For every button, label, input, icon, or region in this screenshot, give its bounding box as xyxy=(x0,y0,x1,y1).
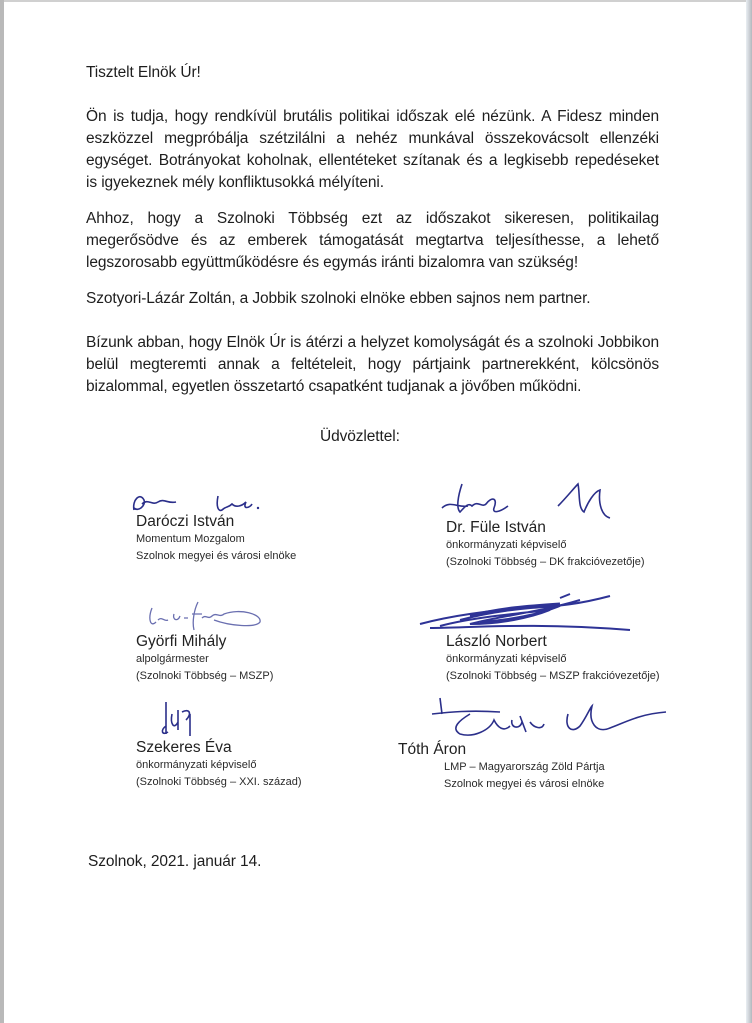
signatory-role: (Szolnoki Többség – XXI. század) xyxy=(136,776,302,788)
signatory-role: Momentum Mozgalom xyxy=(136,533,245,545)
signatory-role: önkormányzati képviselő xyxy=(446,653,567,665)
signatory-szekeres xyxy=(136,738,302,791)
signatory-name: Györfi Mihály xyxy=(136,633,227,650)
signatory-name: Dr. Füle István xyxy=(446,519,546,536)
signatory-role: Szolnok megyei és városi elnöke xyxy=(136,550,297,562)
paragraph-line: megerősödve és az emberek támogatását megtartva teljesíthesse, a lehető xyxy=(86,232,659,249)
paragraph-line: Bízunk abban, hogy Elnök Úr is átérzi a helyzet komolyságát és a szolnoki Jobbikon xyxy=(86,334,659,351)
signatory-name: Daróczi István xyxy=(136,513,235,530)
paragraph-line: bizalommal, egyetlen összetartó csapatként tudjanak a jövőben működni. xyxy=(86,378,582,395)
signatory-toth xyxy=(398,740,605,793)
signatory-role: (Szolnoki Többség – MSZP) xyxy=(136,670,274,682)
paragraph-line: egységet. Botrányokat koholnak, ellentéteket szítanak és a legkisebb repedéseket xyxy=(86,152,659,169)
paragraph-3 xyxy=(86,288,659,310)
scan-edge-left xyxy=(0,0,4,1023)
salutation: Tisztelt Elnök Úr! xyxy=(86,64,201,81)
closing: Üdvözlettel: xyxy=(320,428,400,445)
signatory-role: önkormányzati képviselő xyxy=(446,539,567,551)
paragraph-line: Ahhoz, hogy a Szolnoki Többség ezt az időszakot sikeresen, politikailag xyxy=(86,210,659,227)
paragraph-line: is igyekeznek mély konfliktusokká mélyíteni. xyxy=(86,174,384,191)
paragraph-2 xyxy=(86,208,659,274)
signatory-gyorfi xyxy=(136,632,273,685)
signatory-fule xyxy=(446,518,645,571)
signatory-role: alpolgármester xyxy=(136,653,209,665)
signature-szekeres xyxy=(156,700,206,738)
scan-edge-top xyxy=(0,0,752,2)
paragraph-line: eszközzel megpróbálja szétzilálni a nehéz munkával összekovácsolt ellenzéki xyxy=(86,130,659,147)
paragraph-line: Szotyori-Lázár Zoltán, a Jobbik szolnoki elnöke ebben sajnos nem partner. xyxy=(86,290,591,307)
signatory-role: önkormányzati képviselő xyxy=(136,759,257,771)
paragraph-1 xyxy=(86,106,659,194)
signatory-laszlo xyxy=(446,632,660,685)
signature-laszlo xyxy=(410,590,640,634)
paragraph-line: legszorosabb együttműködésre és egymás iránti bizalomra van szükség! xyxy=(86,254,579,271)
signatory-name: Tóth Áron xyxy=(398,741,467,758)
paragraph-4 xyxy=(86,332,659,398)
signature-gyorfi xyxy=(144,598,274,634)
paragraph-line: Ön is tudja, hogy rendkívül brutális politikai időszak elé nézünk. A Fidesz minden xyxy=(86,108,659,125)
signatory-role: (Szolnoki Többség – MSZP frakcióvezetője) xyxy=(446,670,660,682)
paragraph-line: belül megteremti annak a feltételeit, hogy pártjaink partnerekként, kölcsönös xyxy=(86,356,659,373)
signature-toth xyxy=(430,694,670,746)
signatory-daroczi xyxy=(136,512,296,565)
signatory-role: Szolnok megyei és városi elnöke xyxy=(444,778,605,790)
signatory-role: (Szolnoki Többség – DK frakcióvezetője) xyxy=(446,556,645,568)
signatory-name: László Norbert xyxy=(446,633,547,650)
scan-edge-right xyxy=(746,0,752,1023)
signatory-name: Szekeres Éva xyxy=(136,739,232,756)
signatory-role: LMP – Magyarország Zöld Pártja xyxy=(444,761,605,773)
place-and-date: Szolnok, 2021. január 14. xyxy=(88,853,262,870)
